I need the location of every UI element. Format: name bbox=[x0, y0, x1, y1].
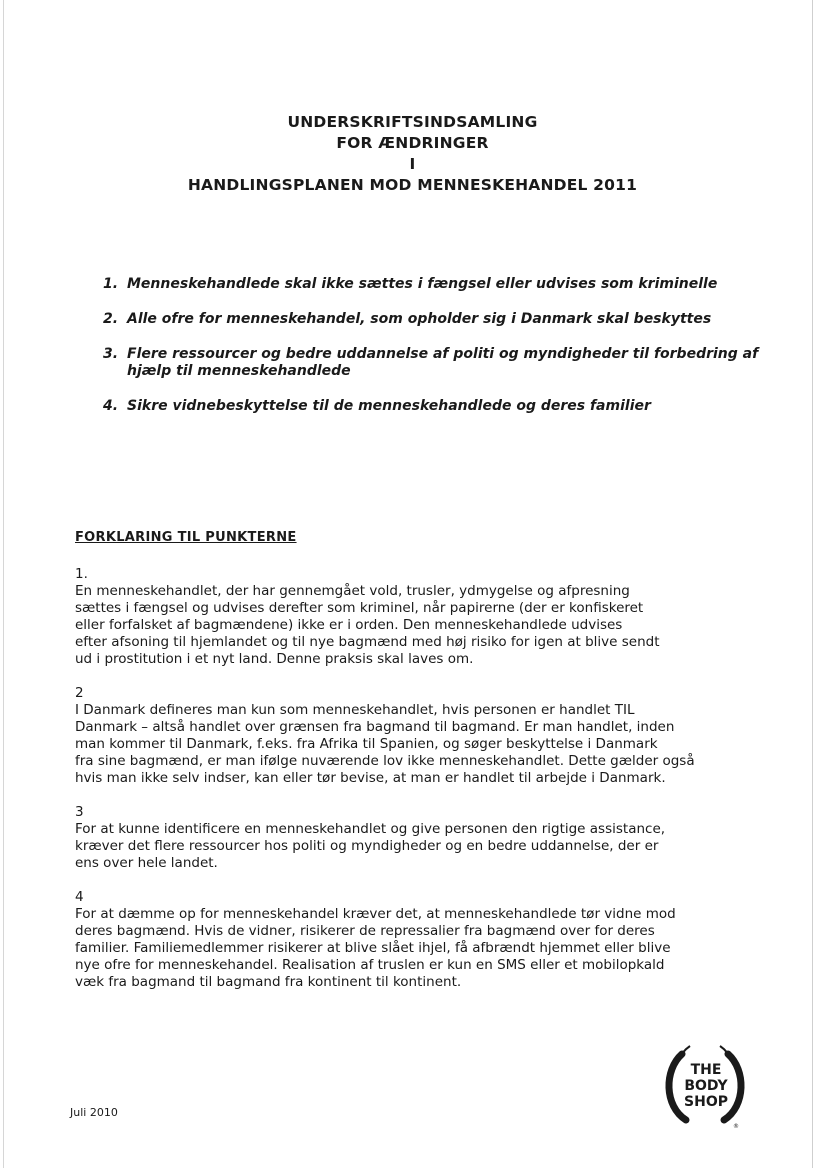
explanation-block bbox=[75, 566, 715, 668]
explanation-line: En menneskehandlet, der har gennemgået vold, trusler, ydmygelse og afpresning bbox=[75, 583, 630, 599]
explanation-line: For at dæmme op for menneskehandel kræver det, at menneskehandlede tør vidne mod bbox=[75, 906, 676, 922]
explanation-number: 3 bbox=[75, 804, 84, 820]
explanation-line: nye ofre for menneskehandel. Realisation af truslen er kun en SMS eller et mobilopkald bbox=[75, 957, 665, 973]
title-line: I bbox=[409, 155, 416, 173]
explanation-block bbox=[75, 889, 715, 991]
the-body-shop-logo-icon bbox=[660, 1036, 750, 1132]
explanation-block bbox=[75, 685, 715, 787]
document-title bbox=[0, 112, 825, 196]
demand-item bbox=[103, 276, 763, 293]
demand-number: 2. bbox=[103, 311, 119, 327]
explanation-line: ens over hele landet. bbox=[75, 855, 218, 871]
registered-mark: ® bbox=[733, 1123, 739, 1130]
explanation-line: For at kunne identificere en menneskehandlet og give personen den rigtige assistance, bbox=[75, 821, 666, 837]
demand-number: 1. bbox=[103, 276, 119, 292]
explanation-line: kræver det flere ressourcer hos politi og myndigheder og en bedre uddannelse, der er bbox=[75, 838, 659, 854]
explanation-number: 2 bbox=[75, 685, 84, 701]
explanation-line: sættes i fængsel og udvises derefter som kriminel, når papirerne (der er konfiskeret bbox=[75, 600, 644, 616]
explanation-line: væk fra bagmand til bagmand fra kontinent til kontinent. bbox=[75, 974, 462, 990]
explanation-line: hvis man ikke selv indser, kan eller tør bevise, at man er handlet til arbejde i Danmark. bbox=[75, 770, 666, 786]
title-line: UNDERSKRIFTSINDSAMLING bbox=[287, 113, 538, 131]
section-heading: FORKLARING TIL PUNKTERNE bbox=[75, 530, 297, 545]
explanation-line: fra sine bagmænd, er man ifølge nuværende lov ikke menneskehandlet. Dette gælder også bbox=[75, 753, 695, 769]
explanation-line: familier. Familiemedlemmer risikerer at blive slået ihjel, få afbrændt hjemmet eller blive bbox=[75, 940, 671, 956]
explanations bbox=[75, 566, 715, 1008]
explanation-number: 4 bbox=[75, 889, 84, 905]
logo-text: THE bbox=[690, 1062, 722, 1078]
explanation-line: deres bagmænd. Hvis de vidner, risikerer de repressalier fra bagmænd over for deres bbox=[75, 923, 655, 939]
demand-item bbox=[103, 311, 763, 328]
demand-item bbox=[103, 398, 763, 415]
explanation-line: ud i prostitution i et nyt land. Denne praksis skal laves om. bbox=[75, 651, 474, 667]
explanation-number: 1. bbox=[75, 566, 88, 582]
demand-number: 4. bbox=[103, 398, 119, 414]
demand-text: Alle ofre for menneskehandel, som opholder sig i Danmark skal beskyttes bbox=[127, 311, 712, 327]
demands-list bbox=[103, 276, 763, 433]
demand-number: 3. bbox=[103, 346, 119, 362]
title-line: FOR ÆNDRINGER bbox=[336, 134, 489, 152]
demand-text: Sikre vidnebeskyttelse til de menneskehandlede og deres familier bbox=[127, 398, 651, 414]
explanation-block bbox=[75, 804, 715, 872]
explanation-line: Danmark – altså handlet over grænsen fra bagmand til bagmand. Er man handlet, inden bbox=[75, 719, 675, 735]
document-date: Juli 2010 bbox=[70, 1106, 118, 1119]
logo-text: BODY bbox=[684, 1078, 728, 1094]
logo-text: SHOP bbox=[684, 1094, 728, 1110]
explanation-line: man kommer til Danmark, f.eks. fra Afrika til Spanien, og søger beskyttelse i Danmark bbox=[75, 736, 658, 752]
explanation-line: efter afsoning til hjemlandet og til nye bagmænd med høj risiko for igen at blive sendt bbox=[75, 634, 660, 650]
explanation-line: I Danmark defineres man kun som menneskehandlet, hvis personen er handlet TIL bbox=[75, 702, 635, 718]
demand-text: Menneskehandlede skal ikke sættes i fængsel eller udvises som kriminelle bbox=[127, 276, 718, 292]
explanation-line: eller forfalsket af bagmændene) ikke er i orden. Den menneskehandlede udvises bbox=[75, 617, 623, 633]
demand-text: Flere ressourcer og bedre uddannelse af politi og myndigheder til forbedring af hjælp til menneskehandlede bbox=[127, 346, 759, 379]
demand-item bbox=[103, 346, 763, 380]
title-line: HANDLINGSPLANEN MOD MENNESKEHANDEL 2011 bbox=[187, 176, 638, 194]
